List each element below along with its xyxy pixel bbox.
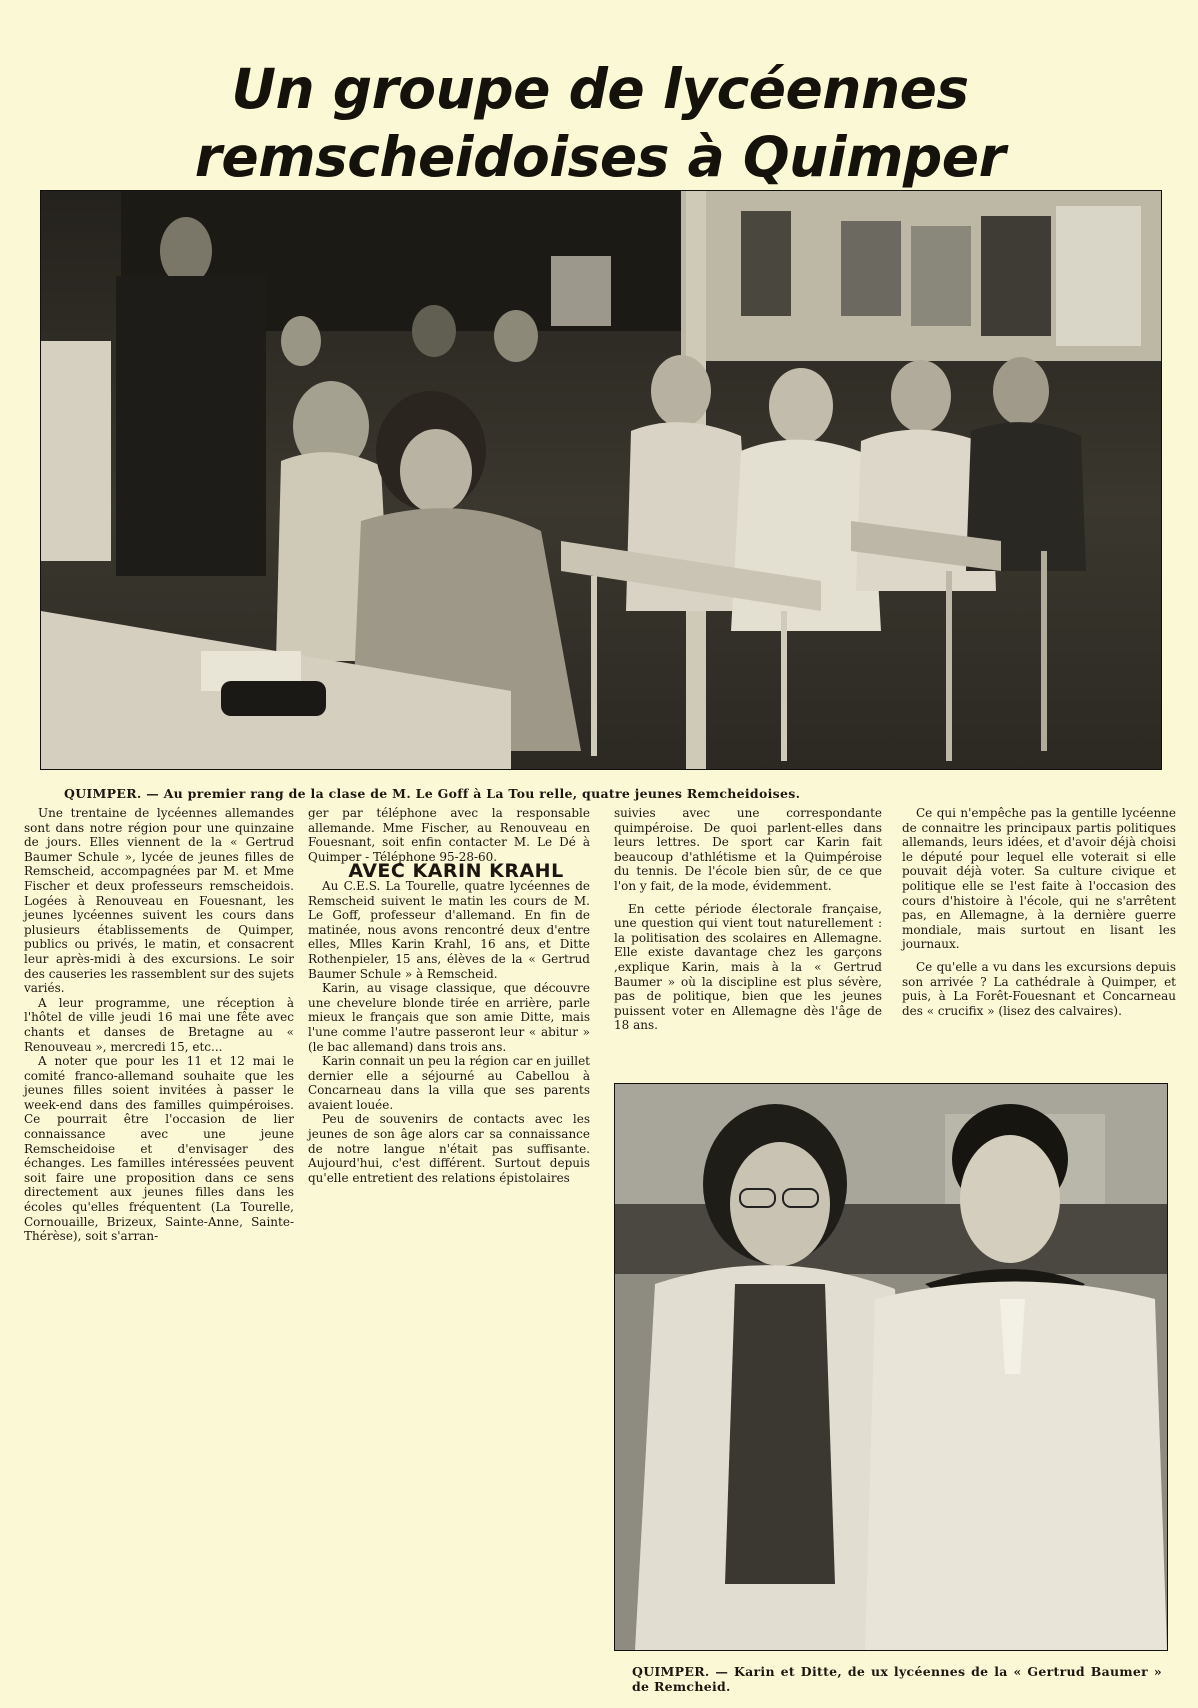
section-subheading: AVEC KARIN KRAHL bbox=[348, 860, 564, 883]
portrait-photo-caption: QUIMPER. — Karin et Ditte, de ux lycéennes de la « Gertrud Baumer » de Remcheid. bbox=[632, 1664, 1162, 1694]
paragraph: Karin, au visage classique, que découvre une chevelure blonde tirée en arrière, parle mieux le français que son amie Ditte, mais l'une comme l'autre passeront leur « abitur » (le bac allemand) dans trois ans. bbox=[308, 981, 590, 1054]
classroom-photo-image bbox=[41, 191, 1161, 769]
article-column-3 bbox=[614, 806, 882, 1033]
paragraph: Karin connait un peu la région car en juillet dernier elle a séjourné au Cabellou à Concarneau dans la villa que ses parents avaient louée. bbox=[308, 1054, 590, 1112]
headline-line-1: Un groupe de lycéennes bbox=[231, 56, 969, 121]
classroom-photo-caption: QUIMPER. — Au premier rang de la clase de M. Le Goff à La Tou relle, quatre jeunes Remcheidoises. bbox=[64, 786, 801, 801]
paragraph: Ce qu'elle a vu dans les excursions depuis son arrivée ? La cathédrale à Quimper, et puis, à La Forêt-Fouesnant et Concarneau des « crucifix » (lisez des calvaires). bbox=[902, 959, 1176, 1018]
paragraph: A leur programme, une réception à l'hôtel de ville jeudi 16 mai une fête avec chants et danses de Bretagne au « Renouveau », mercredi 15, etc... bbox=[24, 995, 294, 1054]
classroom-photo bbox=[40, 190, 1162, 770]
headline-line-2: remscheidoises à Quimper bbox=[194, 124, 1006, 189]
portrait-photo-image bbox=[615, 1084, 1167, 1650]
article-column-1 bbox=[24, 806, 294, 1244]
article-headline bbox=[150, 55, 1050, 191]
paragraph: ger par téléphone avec la responsable allemande. Mme Fischer, au Renouveau en Fouesnant, soit enfin contacter M. Le Dé à Quimper - Téléphone 95-28-60. bbox=[308, 806, 590, 864]
paragraph: Ce qui n'empêche pas la gentille lycéenne de connaitre les principaux partis politiques allemands, leurs idées, et d'avoir déjà choisi le député pour lequel elle voterait si elle pouvait déjà voter. Sa culture civique et politique elle se l'est faite à l'occasion des cours d'histoire à l'école, qui ne s'arrêtent pas, en Allemagne, à la dernière guerre mondiale, mais surtout en lisant les journaux. bbox=[902, 806, 1176, 952]
paragraph: Peu de souvenirs de contacts avec les jeunes de son âge alors car sa connaissance de notre langue n'était pas suffisante. Aujourd'hui, c'est différent. Surtout depuis qu'elle entretient des relations épistolaires bbox=[308, 1112, 590, 1185]
portrait-photo bbox=[614, 1083, 1168, 1651]
article-column-4 bbox=[902, 806, 1176, 1018]
paragraph: En cette période électorale française, une question qui vient tout naturellement : la politisation des scolaires en Allemagne. Elle existe davantage chez les garçons ,explique Karin, mais à la « Gertrud Baumer » où la discipline est plus sévère, pas de politique, bien que les jeunes puissent voter en Allemagne dès l'âge de 18 ans. bbox=[614, 901, 882, 1033]
article-column-2 bbox=[308, 806, 590, 1185]
paragraph: Au C.E.S. La Tourelle, quatre lycéennes de Remscheid suivent le matin les cours de M. Le Goff, professeur d'allemand. En fin de matinée, nous avons rencontré deux d'entre elles, Mlles Karin Krahl, 16 ans, et Ditte Rothenpieler, 15 ans, élèves de la « Gertrud Baumer Schule » à Remscheid. bbox=[308, 878, 590, 981]
paragraph: Une trentaine de lycéennes allemandes sont dans notre région pour une quinzaine de jours. Elles viennent de la « Gertrud Baumer Schule », lycée de jeunes filles de Remscheid, accompagnées par M. et Mme Fischer et deux professeurs remscheidois. Logées à Renouveau en Fouesnant, les jeunes lycéennes suivent les cours dans plusieurs établissements de Quimper, publics ou privés, le matin, et consacrent leur après-midi à des excursions. Le soir des causeries les rassemblent sur des sujets variés. bbox=[24, 806, 294, 996]
paragraph: A noter que pour les 11 et 12 mai le comité franco-allemand souhaite que les jeunes filles soient invitées à passer le week-end dans des familles quimpéroises. Ce pourrait être l'occasion de lier connaissance avec une jeune Remscheidoise et d'envisager des échanges. Les familles intéressées peuvent soit faire une proposition dans ce sens directement aux jeunes filles dans les écoles qu'elles fréquentent (La Tourelle, Cornouaille, Brizeux, Sainte-Anne, Sainte-Thérèse), soit s'arran- bbox=[24, 1054, 294, 1244]
paragraph: suivies avec une correspondante quimpéroise. De quoi parlent-elles dans leurs lettres. De sport car Karin fait beaucoup d'athlétisme et la Quimpéroise du tennis. De l'école bien sûr, de ce que l'on y fait, de la mode, évidemment. bbox=[614, 806, 882, 893]
